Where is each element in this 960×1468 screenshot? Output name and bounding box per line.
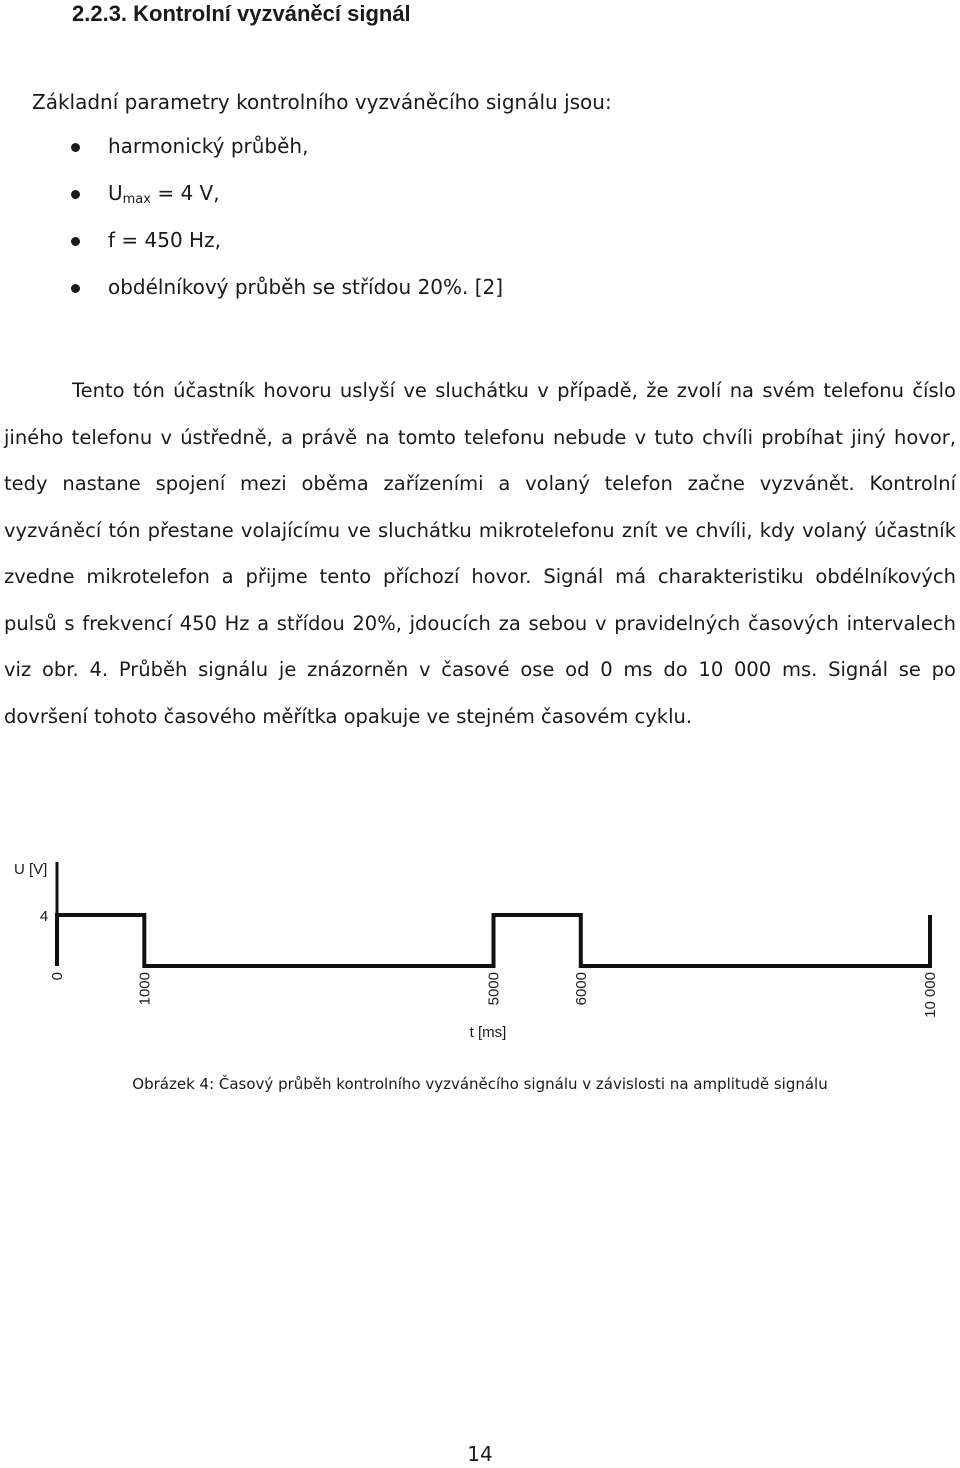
signal-figure [0, 840, 960, 1050]
list-item-text: obdélníkový průběh se střídou 20%. [2] [108, 275, 504, 299]
bullet-icon [71, 237, 80, 246]
bullet-icon [71, 190, 80, 199]
bullet-icon [71, 284, 80, 293]
umax-symbol: U [108, 181, 123, 205]
x-tick-label: 5000 [485, 972, 503, 1006]
section-heading: 2.2.3. Kontrolní vyzváněcí signál [72, 1, 411, 26]
x-tick-label: 0 [49, 972, 66, 981]
intro-text: Základní parametry kontrolního vyzváněcího signálu jsou: [32, 90, 612, 114]
x-axis-label: t [ms] [469, 1024, 507, 1041]
umax-value: = 4 V, [150, 181, 220, 205]
body-paragraph: Tento tón účastník hovoru uslyší ve sluchátku v případě, že zvolí na svém telefonu číslo jiného telefonu v ústředně, a právě na tomto telefonu nebude v tuto chvíli probíhat jiný hovor, tedy nastane spojení mezi oběma zařízeními a volaný telefon začne vyzvánět. Kontrolní vyzváněcí tón přestane volajícímu ve sluchátku mikrotelefonu znít ve chvíli, kdy volaný účastník zvedne mikrotelefon a přijme tento příchozí hovor. Signál má charakteristiku obdélníkových pulsů s frekvencí 450 Hz a střídou 20%, jdoucích za sebou v pravidelných časových intervalech viz obr. 4. Průběh signálu je znázorněn v časové ose od 0 ms do 10 000 ms. Signál se po dovršení tohoto časového měřítka opakuje ve stejném časovém cyklu. [4, 379, 956, 728]
bullet-icon [71, 143, 80, 152]
list-item-text [108, 179, 220, 214]
signal-line [57, 915, 930, 966]
y-tick-label: 4 [39, 908, 49, 925]
x-tick-label: 1000 [136, 972, 154, 1006]
list-item-text: harmonický průběh, [108, 134, 309, 158]
umax-subscript: max [122, 192, 151, 207]
x-tick-label: 10 000 [922, 972, 939, 1018]
signal-chart [0, 840, 960, 1050]
figure-caption: Obrázek 4: Časový průběh kontrolního vyzváněcího signálu v závislosti na amplitudě signálu [132, 1075, 828, 1093]
list-item-text: f = 450 Hz, [108, 228, 221, 252]
x-tick-label: 6000 [572, 972, 590, 1006]
y-axis-label: U [V] [14, 861, 48, 878]
page-number: 14 [467, 1442, 493, 1466]
